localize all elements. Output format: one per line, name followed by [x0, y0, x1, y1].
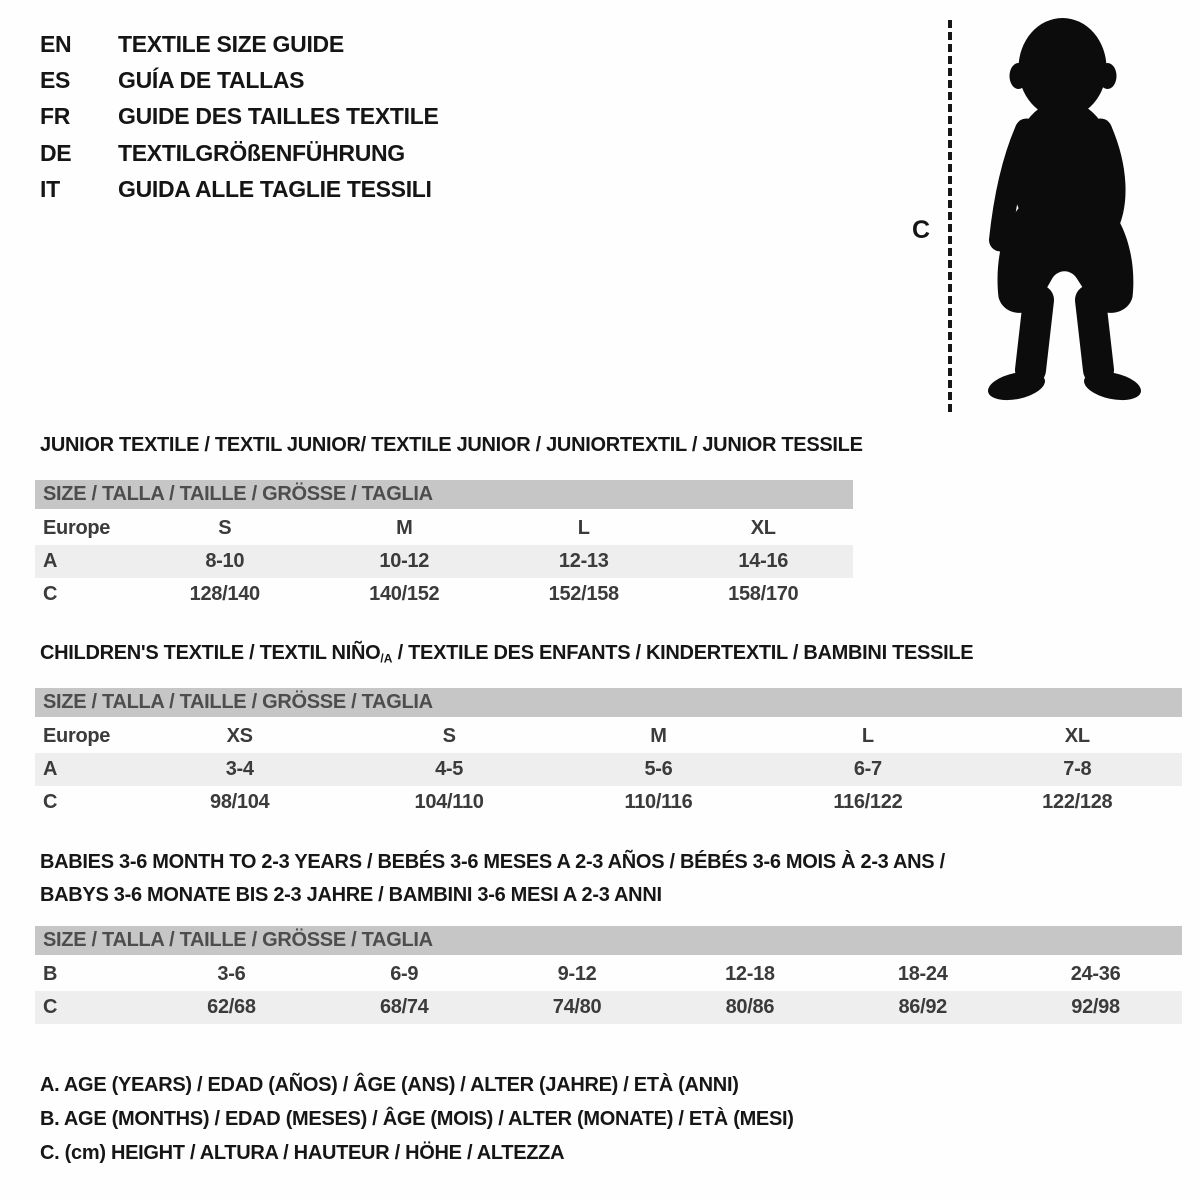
toddler-silhouette-image: [964, 12, 1149, 422]
table-row: [35, 957, 1182, 992]
height-cell: 140/152: [369, 583, 440, 605]
age-cell: 4-5: [344, 753, 553, 786]
height-cell: 86/92: [836, 991, 1009, 1024]
legend-line-a: A. AGE (YEARS) / EDAD (AÑOS) / ÂGE (ANS) / ALTER (JAHRE) / ETÀ (ANNI): [40, 1073, 739, 1096]
language-row-fr: [40, 99, 439, 135]
language-title-list: [40, 26, 439, 208]
language-row-es: [40, 62, 439, 98]
age-cell: 3-4: [135, 753, 344, 786]
height-cell: 128/140: [189, 583, 260, 605]
guide-title-de: TEXTILGRÖßENFÜHRUNG: [118, 139, 405, 166]
age-cell: 5-6: [554, 753, 763, 786]
height-cell: 122/128: [1042, 791, 1113, 813]
children-section-title: [40, 642, 973, 666]
children-title-subscript: /A: [380, 651, 393, 666]
language-code: ES: [40, 67, 71, 94]
size-cell: XL: [1064, 725, 1090, 747]
row-label: C: [43, 583, 58, 605]
age-cell: 12-13: [494, 545, 674, 578]
table-row: [35, 719, 1182, 754]
age-cell: 8-10: [135, 545, 315, 578]
language-row-de: [40, 135, 439, 171]
age-cell: 6-7: [763, 753, 972, 786]
guide-title-en: TEXTILE SIZE GUIDE: [118, 30, 344, 57]
height-cell: 68/74: [318, 991, 491, 1024]
babies-size-table: [35, 926, 1182, 1024]
size-cell: XL: [750, 517, 776, 539]
table-row: [35, 545, 853, 578]
height-measure-figure: [900, 0, 1160, 430]
table-row: [35, 991, 1182, 1024]
height-cell: 74/80: [491, 991, 664, 1024]
age-months-cell: 24-36: [1070, 963, 1121, 985]
height-cell: 104/110: [414, 791, 484, 813]
junior-size-table: [35, 480, 853, 611]
language-code: IT: [40, 176, 60, 203]
row-label: A: [35, 753, 135, 786]
junior-table-header: SIZE / TALLA / TAILLE / GRÖSSE / TAGLIA: [35, 480, 853, 511]
language-row-it: [40, 172, 439, 208]
row-label: C: [35, 991, 145, 1024]
children-size-table: [35, 688, 1182, 819]
row-label: B: [43, 963, 58, 985]
height-cell: 62/68: [145, 991, 318, 1024]
height-cell: 116/122: [833, 791, 903, 813]
age-cell: 7-8: [973, 753, 1182, 786]
age-months-cell: 12-18: [725, 963, 775, 985]
age-cell: 10-12: [315, 545, 495, 578]
children-title-post: / TEXTILE DES ENFANTS / KINDERTEXTIL / BAMBINI TESSILE: [392, 642, 974, 664]
age-months-cell: 3-6: [217, 963, 246, 985]
language-code: FR: [40, 103, 71, 130]
table-row: [35, 511, 853, 546]
guide-title-fr: GUIDE DES TAILLES TEXTILE: [118, 103, 439, 130]
measurement-legend: [40, 1068, 794, 1170]
legend-line-c: C. (cm) HEIGHT / ALTURA / HAUTEUR / HÖHE / ALTEZZA: [40, 1141, 565, 1164]
size-cell: L: [577, 517, 590, 539]
babies-table-header: SIZE / TALLA / TAILLE / GRÖSSE / TAGLIA: [35, 926, 1182, 957]
language-code: EN: [40, 30, 72, 57]
children-title-pre: CHILDREN'S TEXTILE / TEXTIL NIÑO: [40, 642, 381, 664]
row-label: Europe: [43, 725, 111, 747]
height-measure-label: C: [912, 216, 931, 244]
babies-section-title-line1: BABIES 3-6 MONTH TO 2-3 YEARS / BEBÉS 3-6 MESES A 2-3 AÑOS / BÉBÉS 3-6 MOIS À 2-3 ANS /: [40, 851, 945, 873]
junior-section-title: JUNIOR TEXTILE / TEXTIL JUNIOR/ TEXTILE JUNIOR / JUNIORTEXTIL / JUNIOR TESSILE: [40, 434, 863, 456]
language-row-en: [40, 26, 439, 62]
height-cell: 110/116: [624, 791, 693, 813]
language-code: DE: [40, 139, 72, 166]
babies-section-title-line2: BABYS 3-6 MONATE BIS 2-3 JAHRE / BAMBINI 3-6 MESI A 2-3 ANNI: [40, 884, 662, 906]
children-table-header: SIZE / TALLA / TAILLE / GRÖSSE / TAGLIA: [35, 688, 1182, 719]
table-row: [35, 753, 1182, 786]
height-dashed-line: [948, 20, 952, 412]
height-cell: 158/170: [728, 583, 799, 605]
size-cell: S: [442, 725, 456, 747]
height-cell: 92/98: [1009, 991, 1182, 1024]
table-row: [35, 786, 1182, 819]
age-cell: 14-16: [674, 545, 854, 578]
row-label: Europe: [43, 517, 111, 539]
guide-title-it: GUIDA ALLE TAGLIE TESSILI: [118, 176, 432, 203]
row-label: C: [43, 791, 58, 813]
size-cell: M: [650, 725, 667, 747]
age-months-cell: 9-12: [557, 963, 597, 985]
size-cell: L: [861, 725, 874, 747]
size-cell: M: [396, 517, 413, 539]
height-cell: 152/158: [548, 583, 619, 605]
height-cell: 80/86: [663, 991, 836, 1024]
row-label: A: [35, 545, 135, 578]
size-cell: S: [218, 517, 232, 539]
guide-title-es: GUÍA DE TALLAS: [118, 67, 305, 94]
height-cell: 98/104: [210, 791, 270, 813]
age-months-cell: 6-9: [390, 963, 419, 985]
size-cell: XS: [226, 725, 253, 747]
legend-line-b: B. AGE (MONTHS) / EDAD (MESES) / ÂGE (MOIS) / ALTER (MONATE) / ETÀ (MESI): [40, 1107, 794, 1130]
age-months-cell: 18-24: [897, 963, 948, 985]
table-row: [35, 578, 853, 611]
